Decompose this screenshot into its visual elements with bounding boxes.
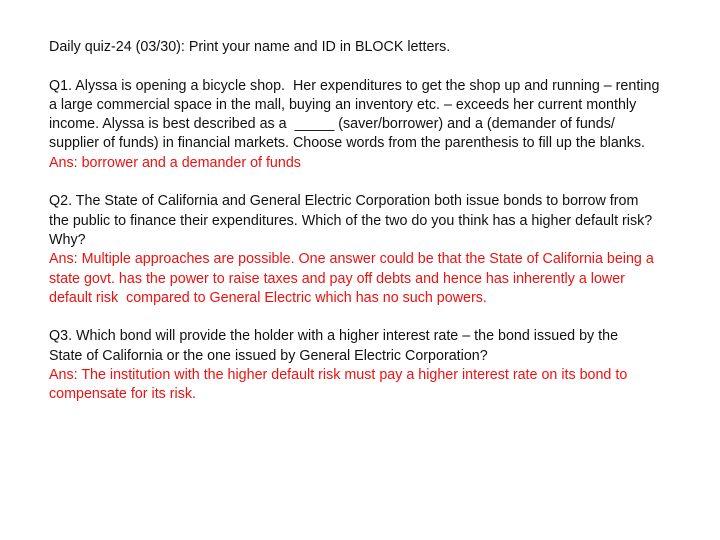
- answer-text-line: Ans: The institution with the higher default risk must pay a higher interest rate on its bond to: [49, 367, 628, 384]
- question-text-line: State of California or the one issued by General Electric Corporation?: [49, 347, 488, 364]
- answer-text-line: default risk compared to General Electric which has no such powers.: [49, 289, 487, 306]
- question-text-line: Q2. The State of California and General Electric Corporation both issue bonds to borrow from: [49, 193, 639, 210]
- answer-text-line: state govt. has the power to raise taxes and pay off debts and hence has inherently a lower: [49, 270, 625, 287]
- question-text-line: a large commercial space in the mall, buying an inventory etc. – exceeds her current monthly: [49, 96, 637, 113]
- question-text-line: supplier of funds) in financial markets. Choose words from the parenthesis to fill up the blanks.: [49, 135, 646, 152]
- question-text-line: Q3. Which bond will provide the holder with a higher interest rate – the bond issued by the: [49, 328, 619, 345]
- spacer: [49, 173, 690, 192]
- question-3: [49, 327, 690, 404]
- question-2: [49, 192, 690, 308]
- answer-text-line: Ans: Multiple approaches are possible. One answer could be that the State of California being a: [49, 251, 654, 268]
- answer-text-line: Ans: borrower and a demander of funds: [49, 154, 301, 171]
- spacer: [49, 308, 690, 327]
- question-text-line: income. Alyssa is best described as a _____ (saver/borrower) and a (demander of funds/: [49, 116, 615, 133]
- question-text-line: Q1. Alyssa is opening a bicycle shop. Her expenditures to get the shop up and running – renting: [49, 77, 660, 94]
- question-text-line: the public to finance their expenditures. Which of the two do you think has a higher default risk?: [49, 212, 653, 229]
- answer-text-line: compensate for its risk.: [49, 386, 196, 403]
- question-text-line: Why?: [49, 231, 86, 248]
- question-1: [49, 77, 690, 173]
- quiz-title: Daily quiz-24 (03/30): Print your name and ID in BLOCK letters.: [49, 39, 451, 55]
- spacer: [49, 57, 690, 76]
